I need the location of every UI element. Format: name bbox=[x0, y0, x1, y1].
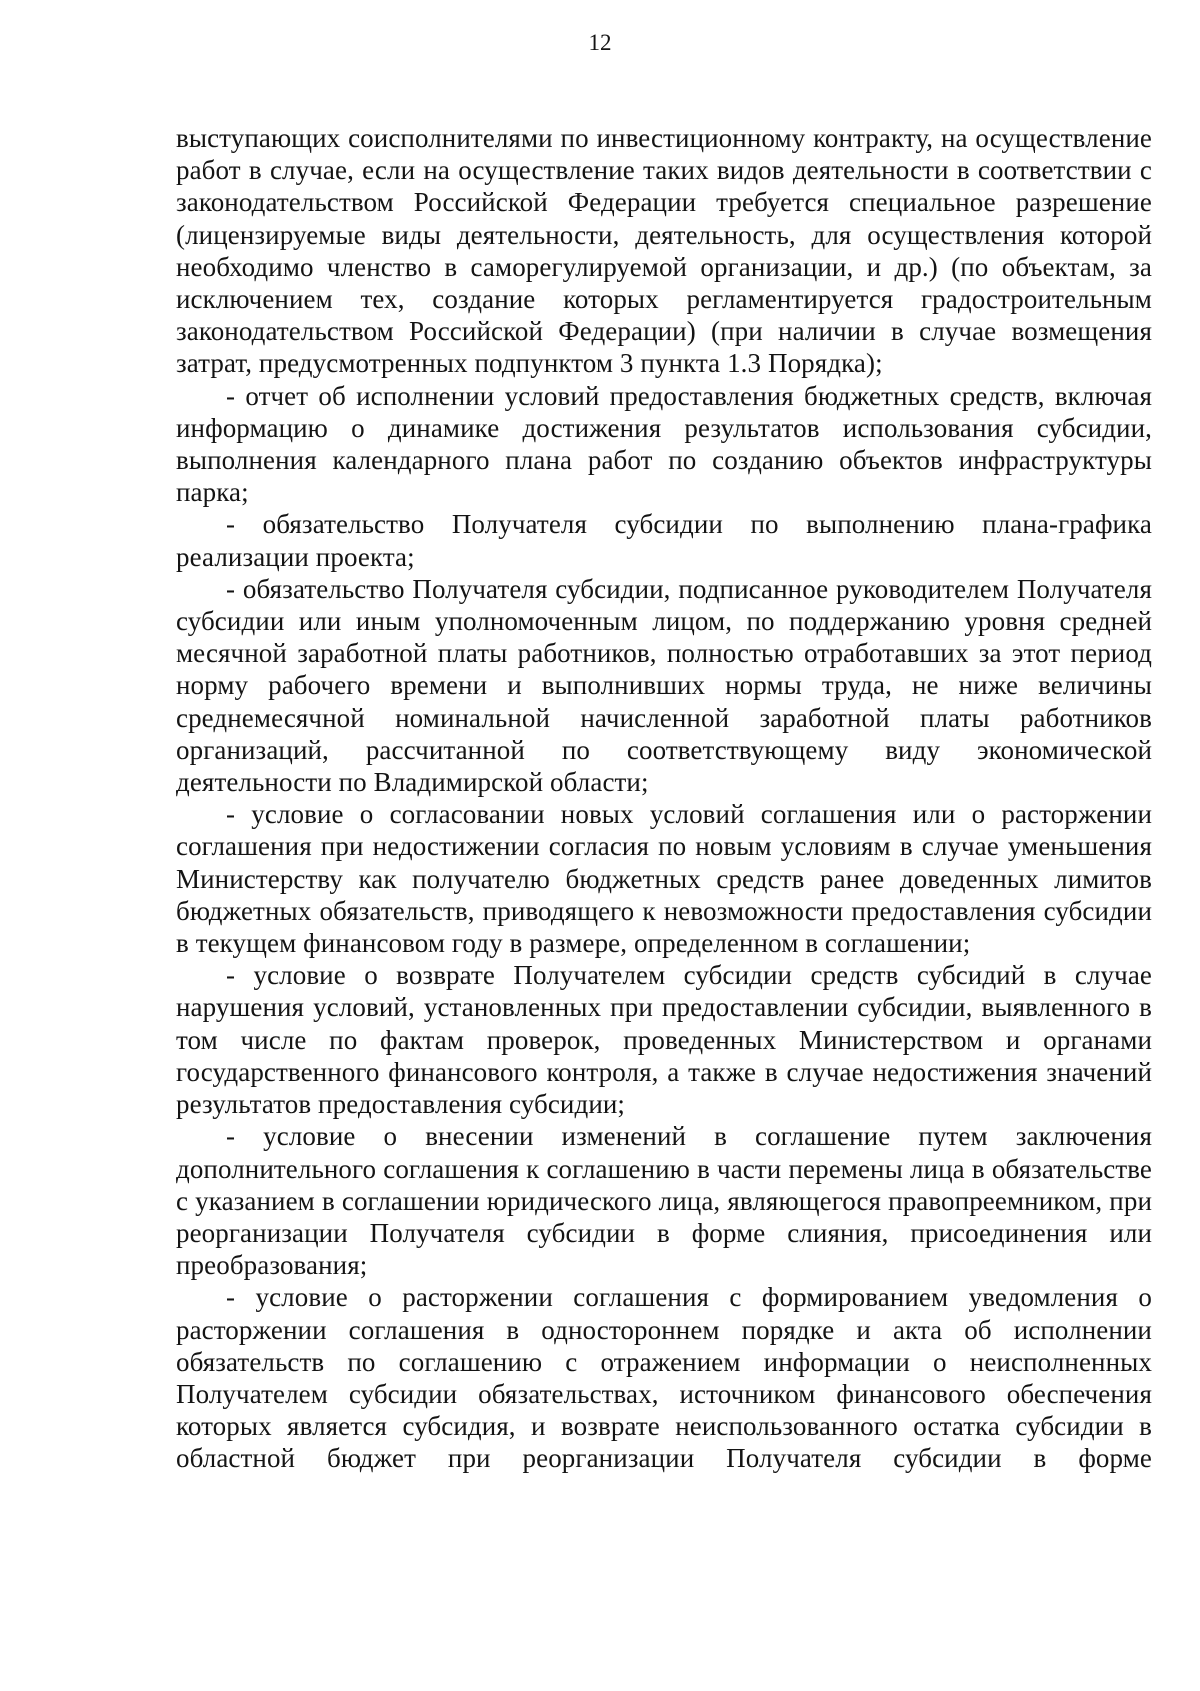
paragraph-refund-condition-item: - условие о возврате Получателем субсидии средств субсидий в случае нарушения условий, установленных при предоставлении субсидии, выявленного в том числе по фактам проверок, проведенных Министерством и органами государственного финансового контроля, а также в случае недостижения значений результатов предоставления субсидии; bbox=[176, 960, 1152, 1120]
paragraph-report-item: - отчет об исполнении условий предоставления бюджетных средств, включая информацию о динамике достижения результатов использования субсидии, выполнения календарного плана работ по созданию объектов инфраструктуры парка; bbox=[176, 380, 1152, 508]
paragraph-amendment-condition-item: - условие о внесении изменений в соглашение путем заключения дополнительного соглашения к соглашению в части перемены лица в обязательстве с указанием в соглашении юридического лица, являющегося правопреемником, при реорганизации Получателя субсидии в форме слияния, присоединения или преобразования; bbox=[176, 1121, 1152, 1281]
paragraph-new-conditions-item: - условие о согласовании новых условий соглашения или о расторжении соглашения при недостижении согласия по новым условиям в случае уменьшения Министерству как получателю бюджетных средств ранее доведенных лимитов бюджетных обязательств, приводящего к невозможности предоставления субсидии в текущем финансовом году в размере, определенном в соглашении; bbox=[176, 799, 1152, 959]
document-body bbox=[176, 122, 1152, 1475]
paragraph-continuation: выступающих соисполнителями по инвестиционному контракту, на осуществление работ в случае, если на осуществление таких видов деятельности в соответствии с законодательством Российской Федерации требуется специальное разрешение (лицензируемые виды деятельности, деятельность, для осуществления которой необходимо членство в саморегулируемой организации, и др.) (по объектам, за исключением тех, создание которых регламентируется градостроительным законодательством Российской Федерации) (при наличии в случае возмещения затрат, предусмотренных подпунктом 3 пункта 1.3 Порядка); bbox=[176, 123, 1152, 379]
page-number: 12 bbox=[588, 30, 612, 55]
paragraph-schedule-obligation-item: - обязательство Получателя субсидии по выполнению плана-графика реализации проекта; bbox=[176, 509, 1152, 572]
paragraph-termination-condition-item: - условие о расторжении соглашения с формированием уведомления о расторжении соглашения в одностороннем порядке и акта об исполнении обязательств по соглашению с отражением информации о неисполненных Получателем субсидии обязательствах, источником финансового обеспечения которых является субсидия, и возврате неиспользованного остатка субсидии в областной бюджет при реорганизации Получателя субсидии в форме bbox=[176, 1282, 1152, 1474]
paragraph-salary-obligation-item: - обязательство Получателя субсидии, подписанное руководителем Получателя субсидии или иным уполномоченным лицом, по поддержанию уровня средней месячной заработной платы работников, полностью отработавших за этот период норму рабочего времени и выполнивших нормы труда, не ниже величины среднемесячной номинальной начисленной заработной платы работников организаций, рассчитанной по соответствующему виду экономической деятельности по Владимирской области; bbox=[176, 573, 1152, 798]
